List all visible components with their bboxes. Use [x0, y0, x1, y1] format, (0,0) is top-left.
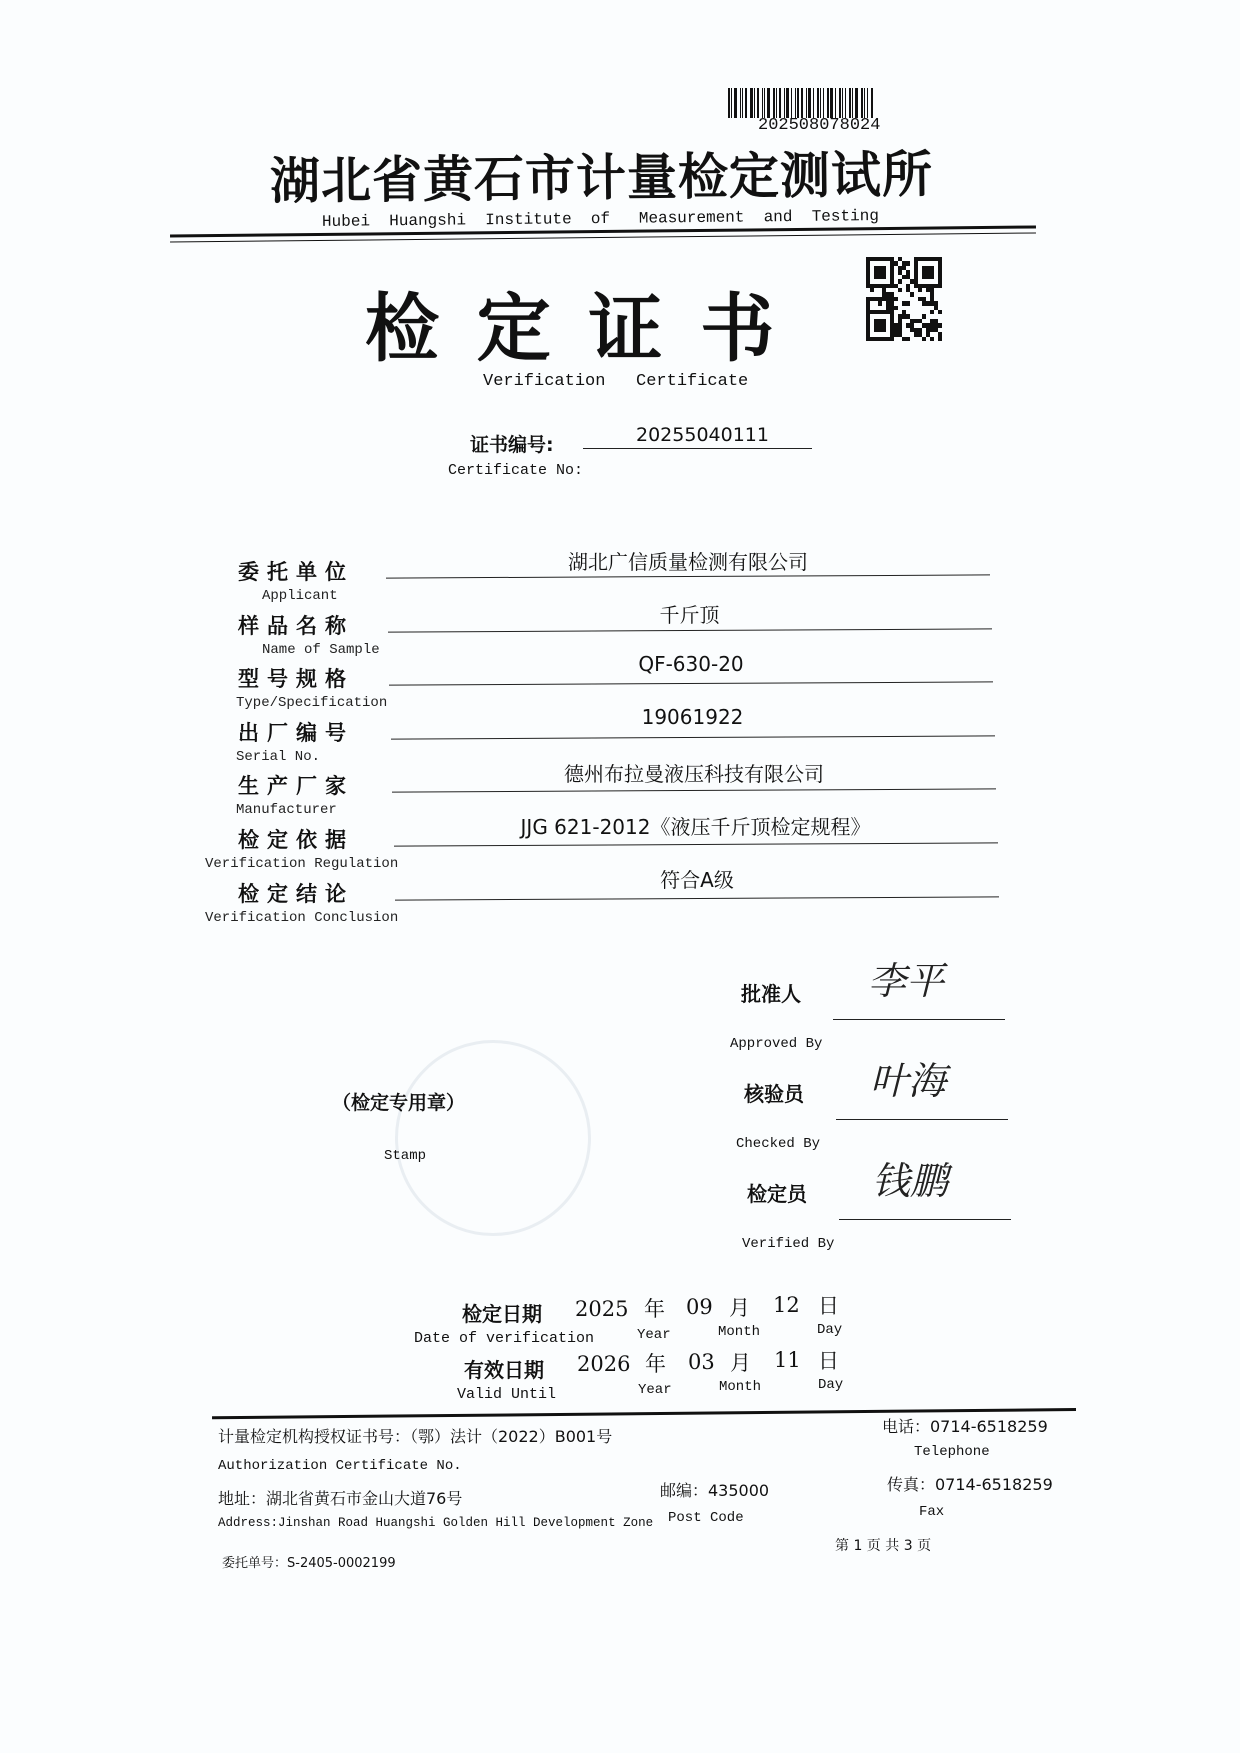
barcode-bar	[784, 88, 785, 118]
barcode-bar	[731, 88, 732, 118]
field-label-cn: 样品名称	[238, 613, 354, 638]
stamp-mark	[395, 1040, 591, 1236]
field-underline	[391, 735, 995, 739]
barcode-bar	[801, 88, 803, 118]
valid-until-label: 有效日期	[464, 1358, 544, 1382]
barcode-bar	[823, 88, 824, 118]
field-label-en: Verification Conclusion	[205, 909, 399, 926]
signer-label-en: Verified By	[742, 1236, 835, 1252]
fax-en: Fax	[919, 1504, 945, 1520]
telephone-en: Telephone	[914, 1444, 990, 1460]
barcode-bar	[830, 88, 833, 118]
certificate-title-en: Verification Certificate	[483, 372, 749, 391]
signer-label-cn: 批准人	[741, 982, 801, 1006]
fax-cn: 传真：0714-6518259	[887, 1475, 1053, 1494]
barcode-bar	[871, 88, 873, 118]
field-label-en: Type/Specification	[236, 695, 388, 712]
signer-label-en: Approved By	[730, 1036, 823, 1052]
field-underline	[389, 682, 993, 686]
barcode-bar	[762, 88, 763, 118]
barcode-bar	[845, 88, 846, 118]
certificate-no-label-en: Certificate No:	[448, 462, 584, 479]
certificate-no-value: 20255040111	[636, 424, 769, 446]
stamp-label-en: Stamp	[384, 1148, 427, 1164]
stamp-label-cn: （检定专用章）	[332, 1092, 466, 1114]
signature: 叶海	[870, 1059, 947, 1103]
barcode-bar	[849, 88, 851, 118]
field-underline	[394, 842, 998, 846]
postcode-cn: 邮编：435000	[660, 1481, 770, 1500]
field-value: 千斤顶	[659, 603, 720, 627]
verification-month: 09	[686, 1295, 713, 1319]
authorization-en: Authorization Certificate No.	[218, 1458, 462, 1474]
barcode-bar	[820, 88, 821, 118]
day-cn-1: 日	[818, 1294, 839, 1318]
signature: 钱鹏	[872, 1159, 949, 1203]
barcode-bar	[827, 88, 829, 118]
valid-until-label-en: Valid Until	[457, 1386, 557, 1403]
month-en-2: Month	[719, 1379, 762, 1395]
year-en-2: Year	[638, 1382, 672, 1398]
barcode-bar	[745, 88, 747, 118]
field-value: JJG 621-2012《液压千斤顶检定规程》	[520, 815, 871, 839]
page-indicator: 第 1 页 共 3 页	[835, 1538, 932, 1554]
barcode	[728, 88, 896, 118]
field-label-cn: 生产厂家	[238, 774, 354, 799]
barcode-bar	[742, 88, 743, 118]
barcode-bar	[797, 88, 799, 118]
valid-until-day: 11	[774, 1348, 801, 1372]
barcode-bar	[842, 88, 843, 118]
barcode-bar	[754, 88, 755, 118]
barcode-bar	[779, 88, 781, 118]
barcode-bar	[757, 88, 759, 118]
barcode-bar	[786, 88, 789, 118]
field-label-cn: 检定结论	[238, 881, 354, 906]
barcode-bar	[728, 88, 730, 118]
year-en-1: Year	[637, 1327, 671, 1343]
barcode-bar	[791, 88, 792, 118]
field-label-en: Name of Sample	[262, 641, 380, 658]
authorization-cn: 计量检定机构授权证书号：（鄂）法计（2022）B001号	[218, 1427, 613, 1446]
barcode-bar	[773, 88, 775, 118]
barcode-bar	[813, 88, 814, 118]
field-underline	[386, 574, 990, 578]
barcode-bar	[764, 88, 765, 118]
field-underline	[392, 789, 996, 793]
field-value: 19061922	[641, 705, 744, 729]
signer-label-cn: 核验员	[744, 1082, 804, 1106]
verification-year: 2025	[575, 1297, 629, 1321]
qr-code	[866, 257, 942, 341]
field-label-en: Verification Regulation	[205, 856, 399, 872]
order-number: 委托单号：S-2405-0002199	[222, 1556, 396, 1571]
barcode-number: 202508078024	[758, 116, 881, 135]
day-cn-2: 日	[818, 1349, 839, 1373]
valid-until-month: 03	[688, 1350, 715, 1374]
barcode-bar	[740, 88, 741, 118]
field-underline	[395, 896, 999, 900]
field-underline	[388, 628, 992, 632]
field-label-en: Applicant	[262, 588, 338, 604]
barcode-bar	[776, 88, 777, 118]
barcode-bar	[734, 88, 737, 118]
signature-line	[839, 1219, 1011, 1220]
address-cn: 地址：湖北省黄石市金山大道76号	[218, 1489, 463, 1508]
signer-label-en: Checked By	[736, 1136, 821, 1152]
qr-module	[938, 337, 942, 341]
barcode-bar	[852, 88, 853, 118]
barcode-bar	[861, 88, 863, 118]
postcode-en: Post Code	[668, 1510, 744, 1526]
barcode-bar	[750, 88, 753, 118]
certificate-title-cn: 检 定 证 书	[365, 286, 781, 372]
month-en-1: Month	[718, 1324, 761, 1340]
institute-name-en: Hubei Huangshi Institute of Measurement and Testing	[321, 207, 879, 231]
field-label-cn: 型号规格	[238, 667, 354, 692]
signature: 李平	[868, 959, 945, 1003]
barcode-bar	[855, 88, 858, 118]
barcode-bar	[795, 88, 796, 118]
verification-date-label-en: Date of verification	[414, 1330, 595, 1347]
barcode-bar	[808, 88, 811, 118]
certificate-no-underline	[583, 448, 812, 449]
field-label-cn: 出厂编号	[238, 720, 354, 745]
day-en-1: Day	[817, 1322, 843, 1338]
month-cn-1: 月	[729, 1296, 750, 1320]
address-en: Address:Jinshan Road Huangshi Golden Hill Development Zone	[218, 1516, 654, 1530]
barcode-bar	[767, 88, 770, 118]
month-cn-2: 月	[730, 1351, 751, 1375]
institute-name-cn: 湖北省黄石市计量检定测试所	[269, 145, 934, 211]
barcode-bar	[835, 88, 836, 118]
field-value: 湖北广信质量检测有限公司	[568, 550, 808, 574]
certificate-no-label: 证书编号:	[470, 434, 554, 456]
year-cn-2: 年	[645, 1352, 666, 1376]
telephone-cn: 电话：0714-6518259	[882, 1417, 1048, 1436]
signature-line	[833, 1019, 1005, 1020]
day-en-2: Day	[818, 1377, 844, 1393]
barcode-bar	[806, 88, 807, 118]
field-value: 符合A级	[660, 868, 734, 892]
signature-line	[836, 1119, 1008, 1120]
barcode-bar	[864, 88, 865, 118]
verification-date-label: 检定日期	[462, 1302, 542, 1326]
signer-label-cn: 检定员	[747, 1182, 807, 1206]
field-label-cn: 委托单位	[238, 560, 354, 584]
field-label-en: Manufacturer	[236, 802, 337, 819]
field-label-en: Serial No.	[236, 748, 321, 765]
field-value: QF-630-20	[638, 652, 744, 676]
barcode-bar	[867, 88, 868, 118]
barcode-bar	[817, 88, 819, 118]
field-value: 德州布拉曼液压科技有限公司	[564, 762, 824, 786]
verification-day: 12	[773, 1293, 800, 1317]
barcode-bar	[839, 88, 841, 118]
year-cn-1: 年	[644, 1297, 665, 1321]
field-label-cn: 检定依据	[238, 828, 354, 852]
valid-until-year: 2026	[577, 1352, 631, 1376]
